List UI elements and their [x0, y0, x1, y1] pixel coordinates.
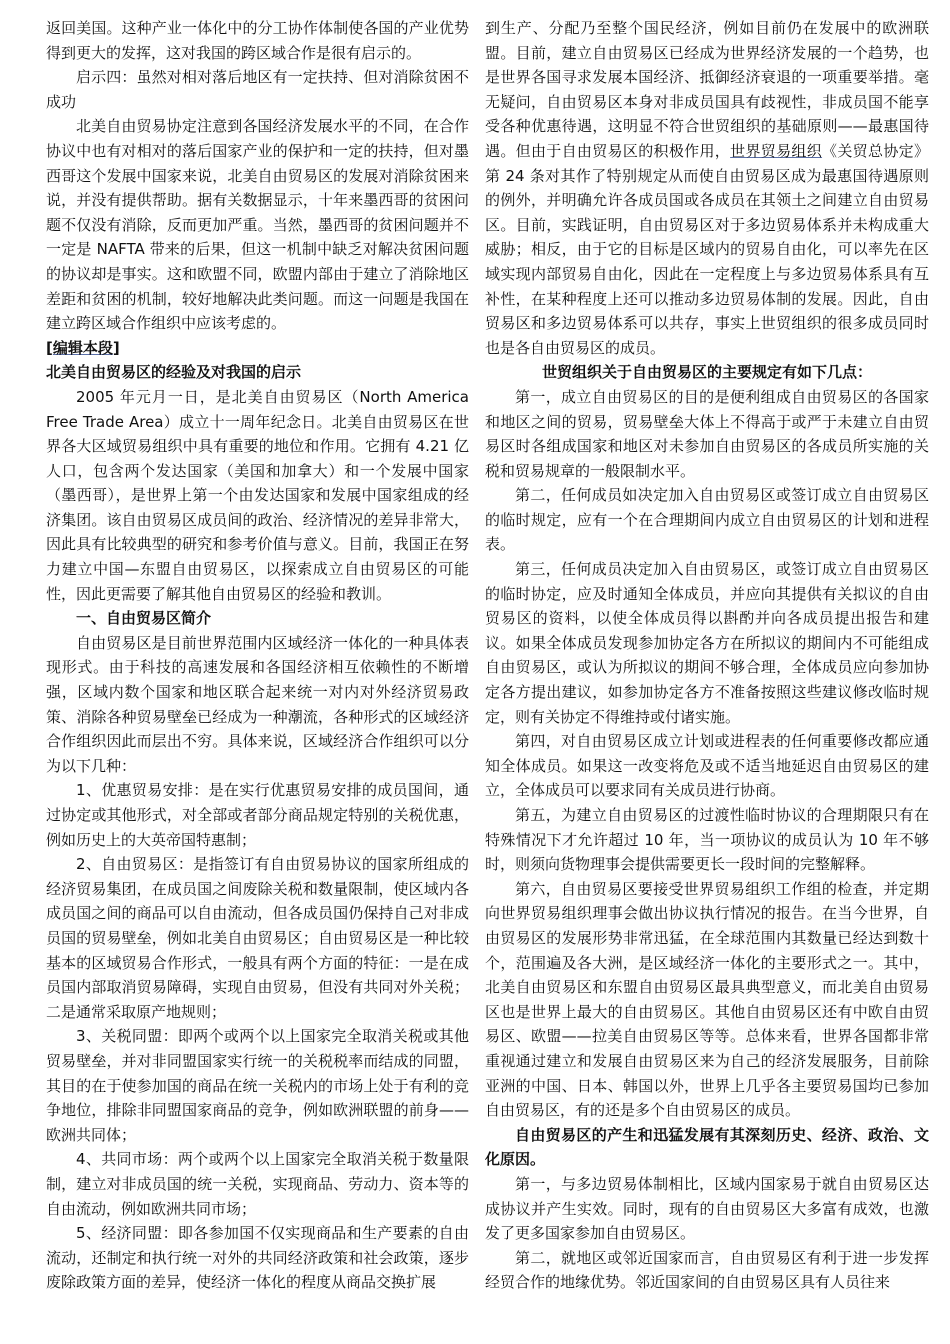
edit-close-bracket: ]	[112, 338, 120, 357]
paragraph: 启示四：虽然对相对落后地区有一定扶持、但对消除贫困不成功	[46, 68, 469, 111]
edit-open-bracket: [	[46, 338, 53, 357]
wto-link[interactable]: 世界贸易组织	[730, 141, 823, 160]
left-column	[46, 16, 469, 1336]
list-item: 4、共同市场：两个或两个以上国家完全取消关税于数量限制，建立对非成员国的统一关税，实现商品、劳动力、资本等的自由流动，例如欧洲共同市场；	[46, 1150, 469, 1218]
paragraph-text: 到生产、分配乃至整个国民经济，例如目前仍在发展中的欧洲联盟。目前，建立自由贸易区已经成为世界经济发展的一个趋势，也是世界各国寻求发展本国经济、抵御经济衰退的一项重要举措。毫无疑问，自由贸易区本身对非成员国具有歧视性，非成员国不能享受各种优惠待遇，这明显不符合世贸组织的基础原则——最惠国待遇。但由于自由贸易区的积极作用，	[485, 19, 929, 160]
paragraph: 第四，对自由贸易区成立计划或进程表的任何重要修改都应通知全体成员。如果这一改变将危及或不适当地延迟自由贸易区的建立，全体成员可以要求同有关成员进行协商。	[485, 732, 929, 800]
right-column	[485, 16, 929, 1336]
paragraph: 自由贸易区是目前世界范围内区域经济一体化的一种具体表现形式。由于科技的高速发展和各国经济相互依赖性的不断增强，区域内数个国家和地区联合起来统一对内对外经济贸易政策、消除各种贸易壁垒已经成为一种潮流，各种形式的区域经济合作组织因此而层出不穷。具体来说，区域经济合作组织可以分为以下几种：	[46, 633, 469, 775]
paragraph: 第二，就地区或邻近国家而言，自由贸易区有利于进一步发挥经贸合作的地缘优势。邻近国家间的自由贸易区具有人员往来	[485, 1248, 929, 1292]
edit-section-label[interactable]: 编辑本段	[52, 338, 113, 357]
paragraph: 第二，任何成员如决定加入自由贸易区或签订成立自由贸易区的临时规定，应有一个在合理期间内成立自由贸易区的计划和进程表。	[485, 486, 929, 554]
list-item: 5、经济同盟：即各参加国不仅实现商品和生产要素的自由流动，还制定和执行统一对外的共同经济政策和社会政策，逐步废除政策方面的差异，使经济一体化的程度从商品交换扩展	[46, 1224, 469, 1292]
edit-section-link[interactable]	[46, 336, 469, 361]
paragraph: 第一，成立自由贸易区的目的是便利组成自由贸易区的各国家和地区之间的贸易，贸易壁垒大体上不得高于或严于未建立自由贸易区时各组成国家和地区对未参加自由贸易区的各成员所实施的关税和贸易规章的一般限制水平。	[485, 387, 929, 480]
section-heading: 自由贸易区的产生和迅猛发展有其深刻历史、经济、政治、文化原因。	[485, 1125, 929, 1169]
section-heading: 世贸组织关于自由贸易区的主要规定有如下几点：	[541, 363, 872, 382]
list-item: 3、关税同盟：即两个或两个以上国家完全取消关税或其他贸易壁垒，并对非同盟国家实行统一的关税税率而结成的同盟，其目的在于使参加国的商品在统一关税内的市场上处于有利的竞争地位，排除非同盟国家商品的竞争，例如欧洲联盟的前身——欧洲共同体；	[46, 1027, 469, 1144]
paragraph: 第五，为建立自由贸易区的过渡性临时协议的合理期限只有在特殊情况下才允许超过 10 年，当一项协议的成员认为 10 年不够时，则须向货物理事会提供需要更长一段时间的完整解释。	[485, 806, 929, 874]
paragraph: 第六，自由贸易区要接受世界贸易组织工作组的检查，并定期向世界贸易组织理事会做出协议执行情况的报告。在当今世界，自由贸易区的发展形势非常迅猛，在全球范围内其数量已经达到数十个，范围遍及各大洲，是区域经济一体化的主要形式之一。其中，北美自由贸易区和东盟自由贸易区最具典型意义，而北美自由贸易区也是世界上最大的自由贸易区。其他自由贸易区还有中欧自由贸易区、欧盟——拉美自由贸易区等等。总体来看，世界各国都非常重视通过建立和发展自由贸易区来为自己的经济发展服务，目前除亚洲的中国、日本、韩国以外，世界上几乎各主要贸易国均已参加自由贸易区，有的还是多个自由贸易区的成员。	[485, 879, 929, 1120]
list-item: 2、自由贸易区：是指签订有自由贸易协议的国家所组成的经济贸易集团，在成员国之间废除关税和数量限制，使区域内各成员国之间的商品可以自由流动，但各成员国仍保持自己对非成员国的贸易壁垒，例如北美自由贸易区；自由贸易区是一种比较基本的区域贸易合作形式，一般具有两个方面的特征：一是在成员国内部取消贸易障碍，实现自由贸易，但没有共同对外关税；二是通常采取原产地规则；	[46, 855, 469, 1021]
subsection-heading: 一、自由贸易区简介	[76, 609, 212, 628]
list-item: 1、优惠贸易安排：是在实行优惠贸易安排的成员国间，通过协定或其他形式，对全部或者部分商品规定特别的关税优惠，例如历史上的大英帝国特惠制；	[46, 781, 469, 849]
paragraph: 返回美国。这种产业一体化中的分工协作体制使各国的产业优势得到更大的发挥，这对我国的跨区域合作是很有启示的。	[46, 19, 469, 62]
section-heading: 北美自由贸易区的经验及对我国的启示	[46, 363, 302, 382]
paragraph: 2005 年元月一日，是北美自由贸易区（North America Free Trade Area）成立十一周年纪念日。北美自由贸易区在世界各大区域贸易组织中具有重要的地位和作用。它拥有 4.21 亿人口，包含两个发达国家（美国和加拿大）和一个发展中国家（墨西哥），是世界上第一个由发达国家和发展中国家组成的经济集团。该自由贸易区成员间的政治、经济情况的差异非常大，因此具有比较典型的研究和参考价值与意义。目前，我国正在努力建立中国—东盟自由贸易区，以探索成立自由贸易区的可能性，因此更需要了解其他自由贸易区的经验和教训。	[46, 387, 469, 603]
paragraph: 北美自由贸易协定注意到各国经济发展水平的不同，在合作协议中也有对相对的落后国家产业的保护和一定的扶持，但对墨西哥这个发展中国家来说，北美自由贸易区的发展对消除贫困来说，并没有提供帮助。据有关数据显示，十年来墨西哥的贫困问题不仅没有消除，反而更加严重。当然，墨西哥的贫困问题并不一定是 NAFTA 带来的后果，但这一机制中缺乏对解决贫困问题的协议却是事实。这和欧盟不同，欧盟内部由于建立了消除地区差距和贫困的机制，较好地解决此类问题。而这一问题是我国在建立跨区域合作组织中应该考虑的。	[46, 117, 469, 333]
paragraph-text: 《关贸总协定》第 24 条对其作了特别规定从而使自由贸易区成为最惠国待遇原则的例外，并明确允许各成员国或各成员在其领土之间建立自由贸易区。目前，实践证明，自由贸易区对于多边贸易体系并未构成重大威胁；相反，由于它的目标是区域内的贸易自由化，可以率先在区域实现内部贸易自由化，因此在一定程度上与多边贸易体系具有互补性，在某种程度上还可以推动多边贸易体制的发展。因此，自由贸易区和多边贸易体系可以共存，事实上世贸组织的很多成员同时也是各自由贸易区的成员。	[485, 141, 929, 357]
paragraph: 第一，与多边贸易体制相比，区域内国家易于就自由贸易区达成协议并产生实效。同时，现有的自由贸易区大多富有成效，也激发了更多国家参加自由贸易区。	[485, 1174, 929, 1243]
paragraph	[485, 16, 929, 360]
paragraph: 第三，任何成员决定加入自由贸易区，或签订成立自由贸易区的临时协定，应及时通知全体成员，并应向其提供有关拟议的自由贸易区的资料，以使全体成员得以斟酌并向各成员提出报告和建议。如果全体成员发现参加协定各方在所拟议的期间内不可能组成自由贸易区，或认为所拟议的期间不够合理，全体成员应向参加协定各方提出建议，如参加协定各方不准备按照这些建议修改临时规定，则有关协定不得维持或付诸实施。	[485, 560, 929, 726]
